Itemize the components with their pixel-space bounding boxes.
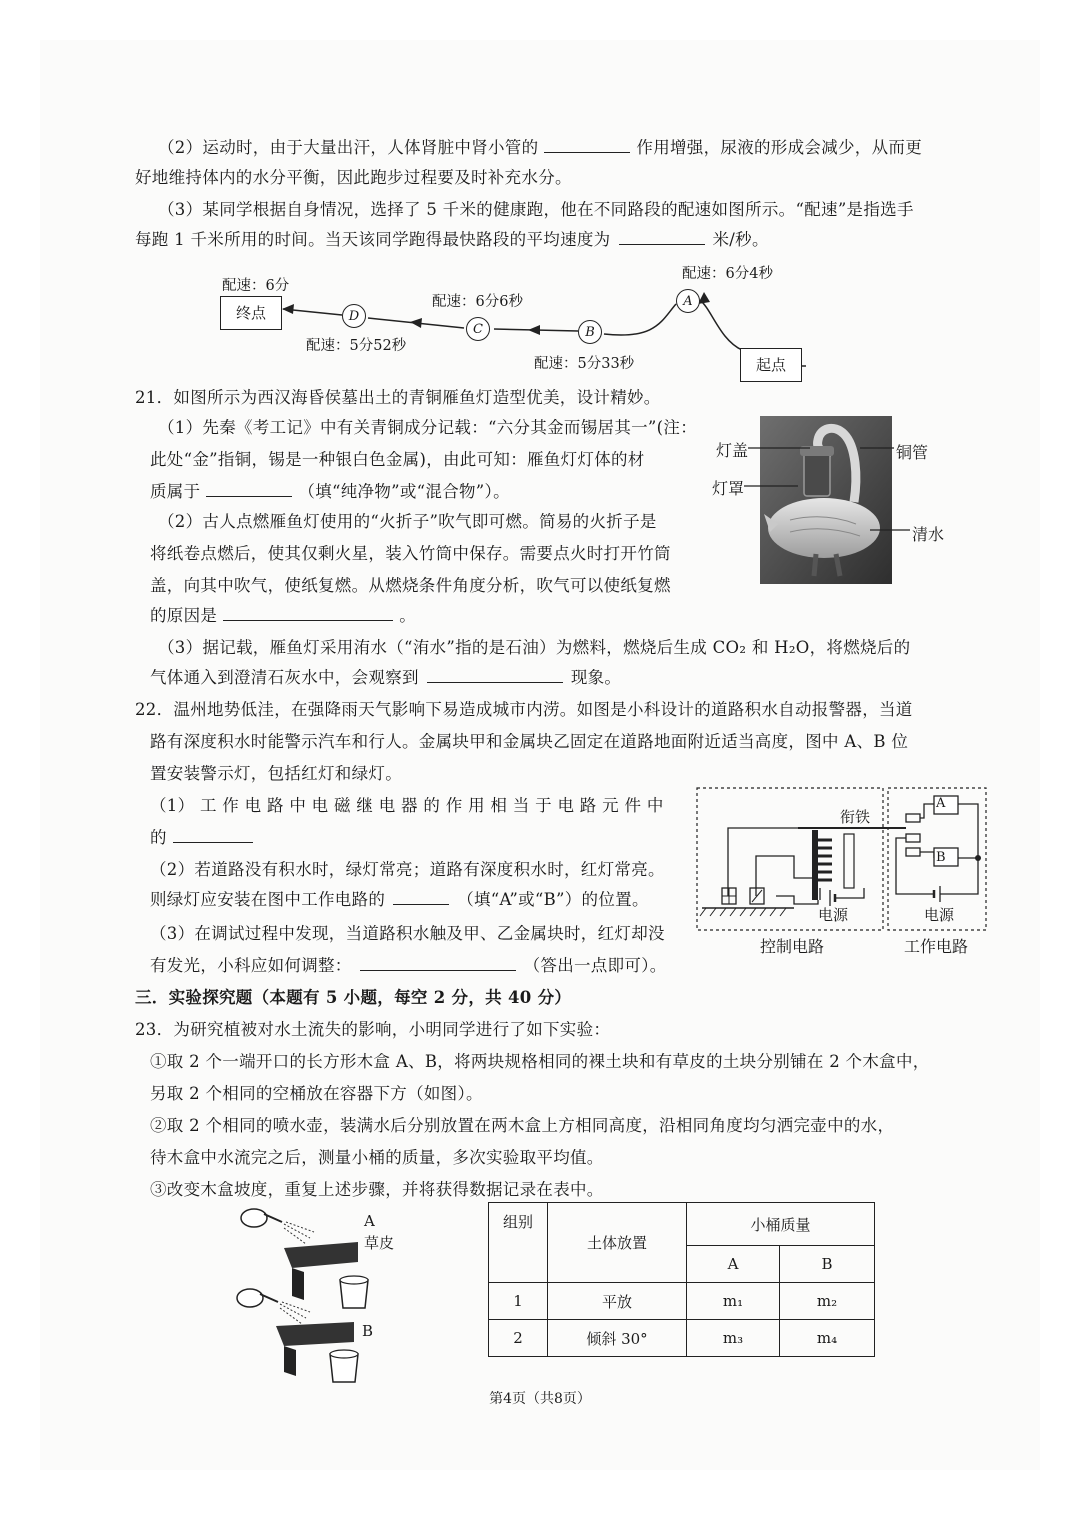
section-3-heading: 三．实验探究题（本题有 5 小题，每空 2 分，共 40 分） — [135, 988, 572, 1007]
q21-stem: 21．如图所示为西汉海昏侯墓出土的青铜雁鱼灯造型优美，设计精妙。 — [135, 388, 661, 407]
q22-line2: 路有深度积水时能警示汽车和行人。金属块甲和金属块乙固定在道路地面附近适当高度，图中 A、B 位 — [150, 732, 909, 751]
q21-3-text-b: 气体通入到澄清石灰水中，会观察到 — [150, 668, 419, 687]
q22-1-line2 — [150, 826, 259, 850]
cell-b: m₄ — [780, 1320, 875, 1357]
lamp-b-label: B — [936, 850, 946, 865]
cell-a: m₃ — [687, 1320, 780, 1357]
box-a-label: A — [364, 1212, 375, 1230]
answer-blank[interactable] — [206, 480, 292, 497]
table-row — [489, 1283, 875, 1320]
route-node-d: D — [342, 304, 366, 328]
q22-2-line2 — [150, 888, 649, 912]
q20-3-text-c: 米/秒。 — [712, 230, 769, 249]
cell-group: 2 — [489, 1320, 548, 1357]
cell-b: m₂ — [780, 1283, 875, 1320]
q22-3-line1: （3）在调试过程中发现，当道路积水触及甲、乙金属块时，红灯却没 — [150, 924, 665, 943]
label-lamp-shade: 灯罩 — [712, 479, 745, 498]
q23-stem: 23．为研究植被对水土流失的影响，小明同学进行了如下实验： — [135, 1020, 611, 1039]
route-node-a: A — [676, 289, 700, 313]
q21-3-line2 — [150, 666, 621, 690]
lamp-a-label: A — [936, 796, 946, 811]
header-group: 组别 — [489, 1203, 548, 1283]
box-b-label: B — [362, 1322, 374, 1340]
q23-step2-line1: ②取 2 个相同的喷水壶，装满水后分别放置在两木盒上方相同高度，沿相同角度均匀洒完壶中的水， — [150, 1116, 895, 1135]
header-b: B — [780, 1246, 875, 1283]
answer-blank[interactable] — [223, 604, 393, 621]
q20-2-text-a: （2）运动时，由于大量出汗，人体肾脏中肾小管的 — [158, 138, 539, 157]
table-row — [489, 1320, 875, 1357]
q21-2-text-d: 的原因是 — [150, 606, 218, 625]
page-footer: 第4页（共8页） — [489, 1391, 591, 1407]
q20-2-line2: 好地维持体内的水分平衡，因此跑步过程要及时补充水分。 — [135, 168, 572, 187]
cell-soil: 平放 — [548, 1283, 687, 1320]
pace-label-d: 配速：5分52秒 — [306, 338, 407, 354]
working-power-label: 电源 — [924, 906, 955, 924]
q22-1-line1: （1） 工 作 电 路 中 电 磁 继 电 器 的 作 用 相 当 于 电 路 元 件 中 — [150, 796, 664, 815]
header-a: A — [687, 1246, 780, 1283]
q22-3-text-c: （答出一点即可）。 — [523, 956, 667, 975]
pace-label-c: 配速：6分6秒 — [432, 294, 523, 310]
q23-step2-line2: 待木盒中水流完之后，测量小桶的质量，多次实验取平均值。 — [150, 1148, 604, 1167]
answer-blank[interactable] — [393, 888, 449, 905]
q23-step3: ③改变木盒坡度，重复上述步骤，并将获得数据记录在表中。 — [150, 1180, 604, 1199]
q23-step1-line1: ①取 2 个一端开口的长方形木盒 A、B，将两块规格相同的裸土块和有草皮的土块分别铺在 2 个木盒中， — [150, 1052, 930, 1071]
answer-blank[interactable] — [427, 666, 563, 683]
control-power-label: 电源 — [818, 906, 849, 924]
answer-blank[interactable] — [173, 826, 253, 843]
label-clear-water: 清水 — [912, 525, 945, 544]
pace-label-b: 配速：5分33秒 — [534, 356, 635, 372]
cell-a: m₁ — [687, 1283, 780, 1320]
q21-2-line2: 将纸卷点燃后，使其仅剩火星，装入竹筒中保存。需要点火时打开竹筒 — [150, 544, 671, 563]
q21-2-line4 — [150, 604, 416, 628]
answer-blank[interactable] — [360, 954, 516, 971]
bucket-mass-table — [488, 1202, 875, 1357]
grass-label: 草皮 — [364, 1234, 395, 1252]
end-point-box: 终点 — [220, 296, 282, 330]
q21-1-line3 — [150, 480, 510, 504]
control-circuit-caption: 控制电路 — [760, 937, 825, 956]
q22-line1: 22．温州地势低洼，在强降雨天气影响下易造成城市内涝。如图是小科设计的道路积水自动报警器，当道 — [135, 700, 913, 719]
q22-2-text-c: （填“A”或“B”）的位置。 — [457, 890, 649, 909]
q21-1-line2: 此处“金”指铜，锡是一种银白色金属)，由此可知：雁鱼灯灯体的材 — [150, 450, 645, 469]
q22-line3: 置安装警示灯，包括红灯和绿灯。 — [150, 764, 402, 783]
route-node-c: C — [466, 317, 490, 341]
q21-1-text-c: 质属于 — [150, 482, 201, 501]
cell-group: 1 — [489, 1283, 548, 1320]
q23-step1-line2: 另取 2 个相同的空桶放在容器下方（如图）。 — [150, 1084, 483, 1103]
lamp-leader-lines — [700, 430, 960, 550]
header-soil-placement: 土体放置 — [548, 1203, 687, 1283]
q22-1-text-b: 的 — [150, 828, 167, 847]
q22-2-line1: （2）若道路没有积水时，绿灯常亮；道路有深度积水时，红灯常亮。 — [150, 860, 665, 879]
q21-3-text-c: 现象。 — [570, 668, 622, 687]
working-circuit-caption: 工作电路 — [904, 937, 969, 956]
q22-2-text-b: 则绿灯应安装在图中工作电路的 — [150, 890, 386, 909]
q20-3-line1: （3）某同学根据自身情况，选择了 5 千米的健康跑，他在不同路段的配速如图所示。“配速”是指选手 — [158, 200, 914, 219]
start-point-box: 起点 — [740, 348, 802, 382]
q21-2-text-e: 。 — [399, 606, 417, 625]
q21-2-line1: （2）古人点燃雁鱼灯使用的“火折子”吹气即可燃。简易的火折子是 — [158, 512, 657, 531]
q20-3-text-b: 每跑 1 千米所用的时间。当天该同学跑得最快路段的平均速度为 — [135, 230, 611, 249]
header-bucket-mass: 小桶质量 — [687, 1203, 875, 1246]
q21-3-line1: （3）据记载，雁鱼灯采用洧水（“洧水”指的是石油）为燃料，燃烧后生成 CO₂ 和 H₂O，将燃烧后的 — [158, 638, 911, 657]
q22-3-line2 — [150, 954, 667, 978]
route-node-b: B — [578, 320, 602, 344]
q21-1-line1: （1）先秦《考工记》中有关青铜成分记载：“六分其金而锡居其一”(注： — [158, 418, 698, 437]
armature-label: 衔铁 — [840, 808, 871, 826]
pace-label-a: 配速：6分4秒 — [682, 266, 773, 282]
pace-label-end: 配速：6分 — [222, 278, 290, 294]
label-copper-pipe: 铜管 — [896, 443, 929, 462]
q22-3-text-b: 有发光，小科应如何调整： — [150, 956, 352, 975]
q20-2-text-b: 作用增强，尿液的形成会减少，从而更 — [636, 138, 923, 157]
cell-soil: 倾斜 30° — [548, 1320, 687, 1357]
q21-1-text-d: （填“纯净物”或“混合物”）。 — [298, 482, 510, 501]
label-lamp-cover: 灯盖 — [716, 441, 749, 460]
q21-2-line3: 盖，向其中吹气，使纸复燃。从燃烧条件角度分析，吹气可以使纸复燃 — [150, 576, 671, 595]
pace-route-svg — [0, 0, 1080, 400]
